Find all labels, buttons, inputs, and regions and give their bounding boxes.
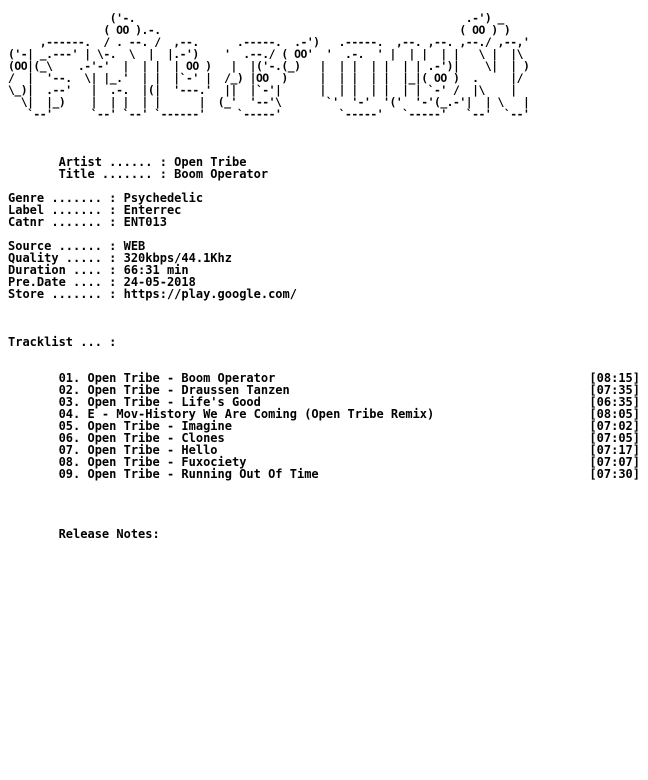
track-row: 01. Open Tribe - Boom Operator [08:15] [8, 371, 640, 385]
track-duration: [07:35] [589, 383, 640, 397]
track-duration: [07:30] [589, 467, 640, 481]
catnr-value: ENT013 [123, 215, 167, 229]
artist-row: Artist ...... : Open Tribe [8, 155, 247, 169]
track-duration: [06:35] [589, 395, 640, 409]
store-link[interactable]: https://play.google.com/ [123, 287, 297, 301]
source-details [8, 240, 644, 300]
track-row: 03. Open Tribe - Life's Good [06:35] [8, 395, 640, 409]
track-row: 04. E - Mov-History We Are Coming (Open Tribe Remix) [08:05] [8, 407, 640, 421]
nfo-document [8, 12, 644, 540]
track-duration: [07:05] [589, 431, 640, 445]
source-value: WEB [123, 239, 146, 253]
tracklist-header: Tracklist ... : [8, 335, 117, 349]
predate-row: Pre.Date .... : 24-05-2018 [8, 275, 196, 289]
store-row: Store ....... : https://play.google.com/ [8, 287, 297, 301]
track-duration: [07:02] [589, 419, 640, 433]
track-row: 06. Open Tribe - Clones [07:05] [8, 431, 640, 445]
track-duration: [08:05] [589, 407, 640, 421]
track-duration: [08:15] [589, 371, 640, 385]
duration-row: Duration .... : 66:31 min [8, 263, 189, 277]
quality-row: Quality ..... : 320kbps/44.1Khz [8, 251, 232, 265]
predate-value: 24-05-2018 [123, 275, 196, 289]
label-value: Enterrec [123, 203, 182, 217]
quality-value: 320kbps/44.1Khz [123, 251, 232, 265]
title-row: Title ....... : Boom Operator [8, 167, 269, 181]
ascii-logo: ('-. .-') _ ( OO ).-. ( OO ) ) ,------. / . --. / ,--. .-----. .-') .-----. ,--. ,--. ,--./ ,--,' ('-| _.---' | \-. \ | |.-') ' .--./ ( OO' ' .-. ' | | | | | \ | |\ (OO|(_\ .-'-' | | | | OO ) | |('-.(_) | | | | | | | .-')| \| | ) / | '--. \| |_.' | | |`-' | /_) |OO ) | | | | | |_|( OO ) . |/ \_)| .--' | .-. |(| '---.' || |`-'| | | | | | | | `-' / |\ | \| |_) | | | | | | (_' '--'\ `' '-' '(' '-'(_.-'| | \ | `--' `--' `--' `------' `-----' `-----' `-----' `--' `--' [8, 11, 530, 121]
track-row: 05. Open Tribe - Imagine [07:02] [8, 419, 640, 433]
release-notes-header: Release Notes: [8, 527, 160, 541]
track-row: 07. Open Tribe - Hello [07:17] [8, 443, 640, 457]
track-duration: [07:17] [589, 443, 640, 457]
genre-value: Psychedelic [123, 191, 204, 205]
track-duration: [07:07] [589, 455, 640, 469]
artist-value: Open Tribe [174, 155, 247, 169]
label-row: Label ....... : Enterrec [8, 203, 182, 217]
genre-row: Genre ....... : Psychedelic [8, 191, 204, 205]
track-row: 09. Open Tribe - Running Out Of Time [07:30] [8, 467, 640, 481]
duration-value: 66:31 min [123, 263, 189, 277]
catnr-row: Catnr ....... : ENT013 [8, 215, 167, 229]
track-row: 02. Open Tribe - Draussen Tanzen [07:35] [8, 383, 640, 397]
track-row: 08. Open Tribe - Fuxociety [07:07] [8, 455, 640, 469]
tracklist [8, 372, 644, 480]
source-row: Source ...... : WEB [8, 239, 146, 253]
title-value: Boom Operator [174, 167, 269, 181]
artist-info [8, 156, 644, 180]
release-details [8, 192, 644, 228]
